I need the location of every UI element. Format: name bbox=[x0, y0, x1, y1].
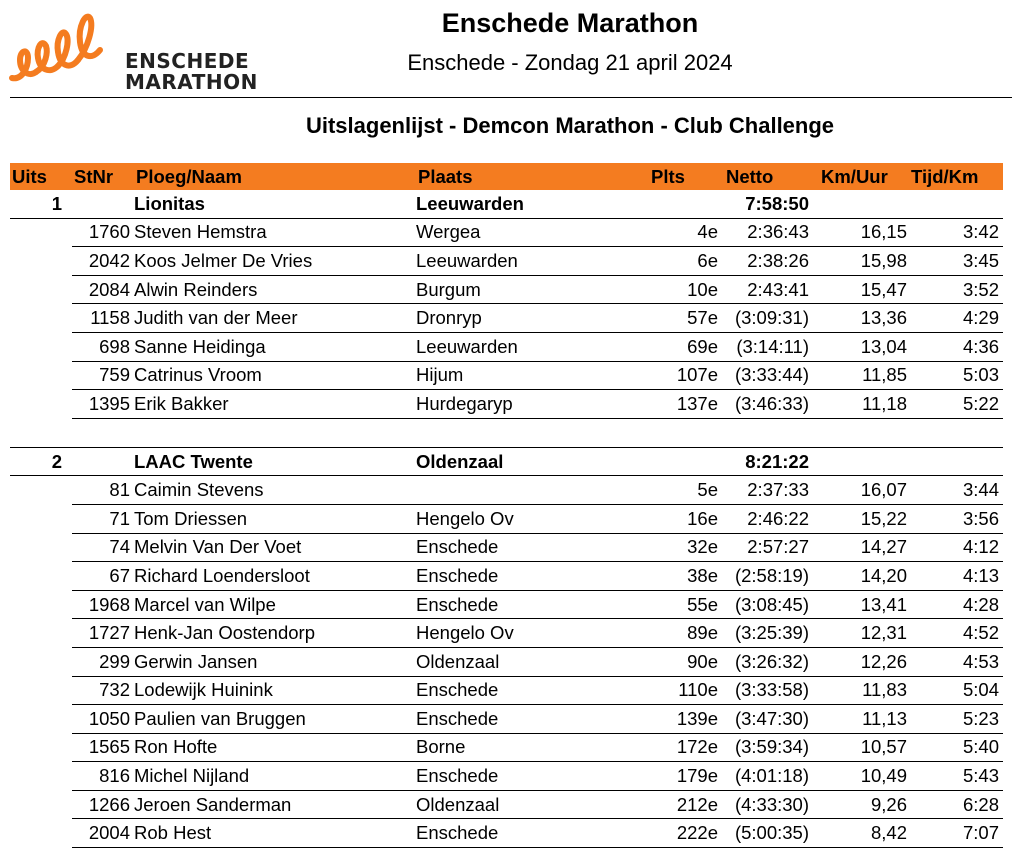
runner-rank-empty bbox=[10, 390, 72, 419]
runner-kmh: 12,26 bbox=[819, 647, 909, 676]
runner-netto: (3:25:39) bbox=[724, 619, 819, 648]
runner-stnr: 1158 bbox=[72, 304, 134, 333]
runner-kmh: 15,22 bbox=[819, 504, 909, 533]
runner-plts: 10e bbox=[649, 275, 724, 304]
runner-stnr: 1050 bbox=[72, 705, 134, 734]
logo-line-2: MARATHON bbox=[125, 70, 258, 94]
runner-place: Enschede bbox=[416, 819, 649, 848]
col-header-netto: Netto bbox=[724, 163, 819, 190]
runner-pace: 5:22 bbox=[909, 390, 1003, 419]
runner-name: Tom Driessen bbox=[134, 504, 416, 533]
runner-kmh: 16,07 bbox=[819, 476, 909, 505]
team-time: 7:58:50 bbox=[724, 190, 819, 218]
runner-rank-empty bbox=[10, 819, 72, 848]
runner-place: Enschede bbox=[416, 533, 649, 562]
runner-pace: 4:28 bbox=[909, 590, 1003, 619]
runner-plts: 212e bbox=[649, 790, 724, 819]
runner-row bbox=[10, 304, 1003, 333]
runner-row bbox=[10, 533, 1003, 562]
runner-stnr: 2084 bbox=[72, 275, 134, 304]
runner-row bbox=[10, 676, 1003, 705]
team-kmh-empty bbox=[819, 447, 909, 476]
runner-rank-empty bbox=[10, 705, 72, 734]
runner-stnr: 74 bbox=[72, 533, 134, 562]
runner-rank-empty bbox=[10, 790, 72, 819]
runner-kmh: 13,04 bbox=[819, 332, 909, 361]
runner-kmh: 10,57 bbox=[819, 733, 909, 762]
runner-netto: (3:59:34) bbox=[724, 733, 819, 762]
runner-kmh: 9,26 bbox=[819, 790, 909, 819]
runner-pace: 4:29 bbox=[909, 304, 1003, 333]
runner-name: Ron Hofte bbox=[134, 733, 416, 762]
runner-rank-empty bbox=[10, 619, 72, 648]
runner-rank-empty bbox=[10, 247, 72, 276]
runner-rank-empty bbox=[10, 476, 72, 505]
runner-name: Caimin Stevens bbox=[134, 476, 416, 505]
col-header-kmh: Km/Uur bbox=[819, 163, 909, 190]
runner-pace: 3:42 bbox=[909, 218, 1003, 247]
runner-rank-empty bbox=[10, 218, 72, 247]
runner-rank-empty bbox=[10, 533, 72, 562]
spacer-cell bbox=[10, 418, 1003, 447]
table-header-row bbox=[10, 163, 1003, 190]
runner-pace: 5:03 bbox=[909, 361, 1003, 390]
runner-pace: 4:53 bbox=[909, 647, 1003, 676]
runner-netto: (3:33:58) bbox=[724, 676, 819, 705]
col-header-uits: Uits bbox=[10, 163, 72, 190]
runner-place: Leeuwarden bbox=[416, 332, 649, 361]
runner-netto: 2:38:26 bbox=[724, 247, 819, 276]
runner-name: Rob Hest bbox=[134, 819, 416, 848]
team-place: Oldenzaal bbox=[416, 447, 649, 476]
team-stnr-empty bbox=[72, 447, 134, 476]
runner-stnr: 67 bbox=[72, 562, 134, 591]
runner-place: Enschede bbox=[416, 590, 649, 619]
runner-row bbox=[10, 590, 1003, 619]
team-plts-empty bbox=[649, 447, 724, 476]
team-rank: 2 bbox=[10, 447, 72, 476]
event-title: Enschede Marathon bbox=[441, 8, 699, 38]
runner-plts: 110e bbox=[649, 676, 724, 705]
runner-stnr: 1968 bbox=[72, 590, 134, 619]
runner-plts: 89e bbox=[649, 619, 724, 648]
runner-plts: 4e bbox=[649, 218, 724, 247]
event-subtitle: Enschede - Zondag 21 april 2024 bbox=[407, 50, 733, 75]
runner-pace: 5:40 bbox=[909, 733, 1003, 762]
team-spacer bbox=[10, 418, 1003, 447]
results-list-title: Uitslagenlijst - Demcon Marathon - Club Challenge bbox=[305, 113, 835, 138]
runner-name: Steven Hemstra bbox=[134, 218, 416, 247]
runner-netto: 2:36:43 bbox=[724, 218, 819, 247]
runner-pace: 3:44 bbox=[909, 476, 1003, 505]
runner-plts: 16e bbox=[649, 504, 724, 533]
runner-netto: (3:33:44) bbox=[724, 361, 819, 390]
runner-netto: (3:14:11) bbox=[724, 332, 819, 361]
runner-plts: 6e bbox=[649, 247, 724, 276]
runner-name: Gerwin Jansen bbox=[134, 647, 416, 676]
team-name: LAAC Twente bbox=[134, 447, 416, 476]
runner-place: Dronryp bbox=[416, 304, 649, 333]
runner-stnr: 816 bbox=[72, 762, 134, 791]
runner-pace: 3:52 bbox=[909, 275, 1003, 304]
runner-stnr: 1565 bbox=[72, 733, 134, 762]
runner-stnr: 1727 bbox=[72, 619, 134, 648]
col-header-place: Plaats bbox=[416, 163, 649, 190]
runner-pace: 5:23 bbox=[909, 705, 1003, 734]
runner-plts: 222e bbox=[649, 819, 724, 848]
runner-place bbox=[416, 476, 649, 505]
col-header-plts: Plts bbox=[649, 163, 724, 190]
runner-row bbox=[10, 562, 1003, 591]
col-header-pace: Tijd/Km bbox=[909, 163, 1003, 190]
runner-place: Enschede bbox=[416, 562, 649, 591]
runner-plts: 69e bbox=[649, 332, 724, 361]
header-divider bbox=[10, 97, 1012, 98]
runner-row bbox=[10, 647, 1003, 676]
runner-stnr: 81 bbox=[72, 476, 134, 505]
col-header-name: Ploeg/Naam bbox=[134, 163, 416, 190]
runner-rank-empty bbox=[10, 733, 72, 762]
team-place: Leeuwarden bbox=[416, 190, 649, 218]
runner-plts: 55e bbox=[649, 590, 724, 619]
runner-stnr: 2004 bbox=[72, 819, 134, 848]
runner-plts: 57e bbox=[649, 304, 724, 333]
team-pace-empty bbox=[909, 190, 1003, 218]
runner-kmh: 15,98 bbox=[819, 247, 909, 276]
results-body bbox=[10, 190, 1003, 848]
runner-stnr: 71 bbox=[72, 504, 134, 533]
runner-netto: (5:00:35) bbox=[724, 819, 819, 848]
runner-stnr: 2042 bbox=[72, 247, 134, 276]
runner-row bbox=[10, 275, 1003, 304]
runner-row bbox=[10, 361, 1003, 390]
team-row bbox=[10, 447, 1003, 476]
enschede-marathon-logo bbox=[8, 8, 258, 92]
runner-name: Richard Loendersloot bbox=[134, 562, 416, 591]
runner-kmh: 13,41 bbox=[819, 590, 909, 619]
team-pace-empty bbox=[909, 447, 1003, 476]
team-name: Lionitas bbox=[134, 190, 416, 218]
team-plts-empty bbox=[649, 190, 724, 218]
runner-name: Melvin Van Der Voet bbox=[134, 533, 416, 562]
runner-place: Leeuwarden bbox=[416, 247, 649, 276]
runner-plts: 179e bbox=[649, 762, 724, 791]
runner-plts: 90e bbox=[649, 647, 724, 676]
col-header-stnr: StNr bbox=[72, 163, 134, 190]
team-stnr-empty bbox=[72, 190, 134, 218]
runner-place: Hengelo Ov bbox=[416, 504, 649, 533]
runner-rank-empty bbox=[10, 676, 72, 705]
runner-rank-empty bbox=[10, 332, 72, 361]
runner-netto: (3:08:45) bbox=[724, 590, 819, 619]
runner-kmh: 11,13 bbox=[819, 705, 909, 734]
runner-netto: (3:46:33) bbox=[724, 390, 819, 419]
runner-kmh: 11,18 bbox=[819, 390, 909, 419]
runner-kmh: 14,27 bbox=[819, 533, 909, 562]
runner-row bbox=[10, 619, 1003, 648]
runner-rank-empty bbox=[10, 647, 72, 676]
runner-name: Catrinus Vroom bbox=[134, 361, 416, 390]
runner-place: Hijum bbox=[416, 361, 649, 390]
runner-rank-empty bbox=[10, 562, 72, 591]
runner-name: Michel Nijland bbox=[134, 762, 416, 791]
runner-kmh: 16,15 bbox=[819, 218, 909, 247]
runner-place: Hurdegaryp bbox=[416, 390, 649, 419]
runner-row bbox=[10, 476, 1003, 505]
runner-kmh: 11,83 bbox=[819, 676, 909, 705]
runner-place: Borne bbox=[416, 733, 649, 762]
runner-row bbox=[10, 504, 1003, 533]
runner-pace: 4:36 bbox=[909, 332, 1003, 361]
runner-row bbox=[10, 705, 1003, 734]
runner-netto: (2:58:19) bbox=[724, 562, 819, 591]
runner-stnr: 1395 bbox=[72, 390, 134, 419]
runner-pace: 4:52 bbox=[909, 619, 1003, 648]
runner-name: Jeroen Sanderman bbox=[134, 790, 416, 819]
runner-plts: 172e bbox=[649, 733, 724, 762]
runner-netto: 2:43:41 bbox=[724, 275, 819, 304]
runner-plts: 139e bbox=[649, 705, 724, 734]
runner-plts: 38e bbox=[649, 562, 724, 591]
runner-row bbox=[10, 733, 1003, 762]
runner-kmh: 11,85 bbox=[819, 361, 909, 390]
runner-netto: (4:01:18) bbox=[724, 762, 819, 791]
runner-name: Lodewijk Huinink bbox=[134, 676, 416, 705]
runner-name: Koos Jelmer De Vries bbox=[134, 247, 416, 276]
runner-pace: 3:56 bbox=[909, 504, 1003, 533]
runner-kmh: 15,47 bbox=[819, 275, 909, 304]
team-time: 8:21:22 bbox=[724, 447, 819, 476]
runner-row bbox=[10, 762, 1003, 791]
runner-pace: 4:13 bbox=[909, 562, 1003, 591]
runner-place: Enschede bbox=[416, 676, 649, 705]
runner-netto: 2:57:27 bbox=[724, 533, 819, 562]
runner-pace: 4:12 bbox=[909, 533, 1003, 562]
runner-place: Wergea bbox=[416, 218, 649, 247]
runner-netto: (3:09:31) bbox=[724, 304, 819, 333]
runner-rank-empty bbox=[10, 590, 72, 619]
runner-plts: 137e bbox=[649, 390, 724, 419]
runner-rank-empty bbox=[10, 504, 72, 533]
runner-rank-empty bbox=[10, 275, 72, 304]
runner-place: Burgum bbox=[416, 275, 649, 304]
runner-stnr: 1266 bbox=[72, 790, 134, 819]
runner-stnr: 759 bbox=[72, 361, 134, 390]
runner-stnr: 1760 bbox=[72, 218, 134, 247]
runner-plts: 5e bbox=[649, 476, 724, 505]
runner-name: Judith van der Meer bbox=[134, 304, 416, 333]
runner-kmh: 8,42 bbox=[819, 819, 909, 848]
runner-name: Marcel van Wilpe bbox=[134, 590, 416, 619]
runner-kmh: 14,20 bbox=[819, 562, 909, 591]
logo-wordmark bbox=[125, 51, 258, 93]
runner-kmh: 10,49 bbox=[819, 762, 909, 791]
runner-row bbox=[10, 218, 1003, 247]
runner-place: Oldenzaal bbox=[416, 647, 649, 676]
runner-name: Erik Bakker bbox=[134, 390, 416, 419]
runner-row bbox=[10, 790, 1003, 819]
page-header bbox=[0, 0, 1012, 98]
runner-kmh: 12,31 bbox=[819, 619, 909, 648]
runner-name: Paulien van Bruggen bbox=[134, 705, 416, 734]
runner-row bbox=[10, 819, 1003, 848]
runner-place: Enschede bbox=[416, 705, 649, 734]
runner-plts: 107e bbox=[649, 361, 724, 390]
logo-line-1: ENSCHEDE bbox=[125, 49, 250, 73]
runner-row bbox=[10, 390, 1003, 419]
runner-netto: 2:46:22 bbox=[724, 504, 819, 533]
runner-pace: 6:28 bbox=[909, 790, 1003, 819]
runner-kmh: 13,36 bbox=[819, 304, 909, 333]
runner-pace: 5:43 bbox=[909, 762, 1003, 791]
runner-place: Oldenzaal bbox=[416, 790, 649, 819]
runner-rank-empty bbox=[10, 361, 72, 390]
runner-row bbox=[10, 332, 1003, 361]
runner-pace: 5:04 bbox=[909, 676, 1003, 705]
runner-netto: (4:33:30) bbox=[724, 790, 819, 819]
team-rank: 1 bbox=[10, 190, 72, 218]
results-table bbox=[10, 163, 1003, 848]
runner-netto: 2:37:33 bbox=[724, 476, 819, 505]
runner-place: Enschede bbox=[416, 762, 649, 791]
runner-netto: (3:26:32) bbox=[724, 647, 819, 676]
runner-stnr: 732 bbox=[72, 676, 134, 705]
team-kmh-empty bbox=[819, 190, 909, 218]
runner-rank-empty bbox=[10, 762, 72, 791]
runner-row bbox=[10, 247, 1003, 276]
runner-plts: 32e bbox=[649, 533, 724, 562]
runner-name: Henk-Jan Oostendorp bbox=[134, 619, 416, 648]
team-row bbox=[10, 190, 1003, 218]
runner-pace: 3:45 bbox=[909, 247, 1003, 276]
runner-name: Sanne Heidinga bbox=[134, 332, 416, 361]
runner-rank-empty bbox=[10, 304, 72, 333]
runner-stnr: 299 bbox=[72, 647, 134, 676]
runner-netto: (3:47:30) bbox=[724, 705, 819, 734]
runner-name: Alwin Reinders bbox=[134, 275, 416, 304]
runner-swirl-icon bbox=[8, 8, 123, 92]
runner-pace: 7:07 bbox=[909, 819, 1003, 848]
runner-stnr: 698 bbox=[72, 332, 134, 361]
runner-place: Hengelo Ov bbox=[416, 619, 649, 648]
